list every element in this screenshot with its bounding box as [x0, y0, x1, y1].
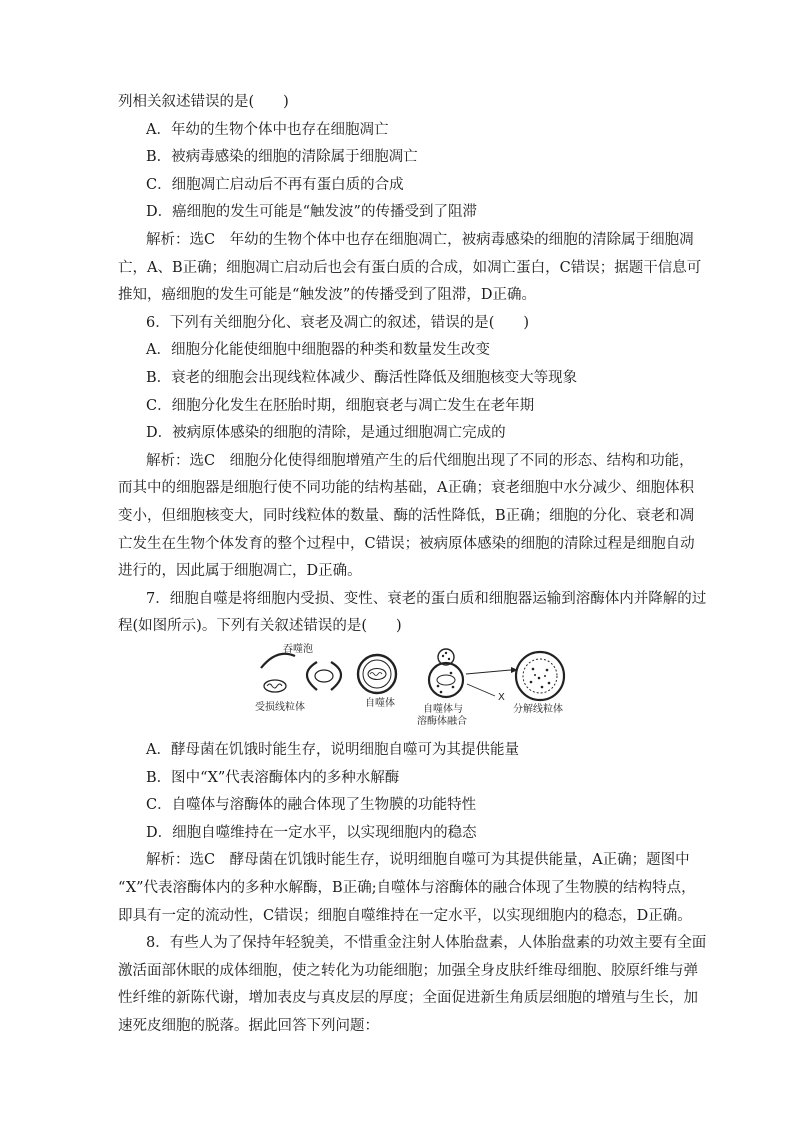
- text-line: 亡，A、B正确；细胞凋亡启动后也会有蛋白质的合成，如凋亡蛋白，C错误；据题干信息可: [118, 259, 702, 276]
- text-line: 7．细胞自噬是将细胞内受损、变性、衰老的蛋白质和细胞器运输到溶酶体内并降解的过: [146, 590, 707, 607]
- text-line: D．被病原体感染的细胞的清除，是通过细胞凋亡完成的: [146, 425, 506, 442]
- text-line: C．自噬体与溶酶体的融合体现了生物膜的功能特性: [146, 797, 477, 814]
- text-line: 6．下列有关细胞分化、衰老及凋亡的叙述，错误的是( ): [146, 314, 530, 331]
- text-line: 速死皮细胞的脱落。据此回答下列问题：: [118, 1018, 379, 1034]
- autophagy-figure: [255, 640, 575, 726]
- label-x: X: [498, 692, 505, 703]
- text-line: B．衰老的细胞会出现线粒体减少、酶活性降低及细胞核变大等现象: [146, 370, 578, 386]
- label-fusion-line2: 溶酶体融合: [417, 716, 467, 726]
- text-line: “X”代表溶酶体内的多种水解酶，B正确;自噬体与溶酶体的融合体现了生物膜的结构特点，: [118, 880, 696, 896]
- autophagy-diagram: [255, 640, 575, 726]
- text-line: 即具有一定的流动性，C错误；细胞自噬维持在一定水平，以实现细胞内的稳态，D正确。: [118, 907, 692, 924]
- text-line: A．酵母菌在饥饿时能生存，说明细胞自噬可为其提供能量: [146, 742, 519, 758]
- text-line: B．图中“X”代表溶酶体内的多种水解酶: [146, 769, 400, 786]
- engulfed-mitochondrion-icon: [315, 670, 333, 682]
- label-damaged-mitochondrion: 受损线粒体: [255, 702, 305, 713]
- text-line: A．年幼的生物个体中也存在细胞凋亡: [146, 121, 389, 138]
- label-phagophore: 吞噬泡: [283, 644, 313, 655]
- text-line: 程(如图所示)。下列有关叙述错误的是( ): [118, 618, 402, 635]
- text-line: C．细胞凋亡启动后不再有蛋白质的合成: [146, 176, 404, 193]
- text-line: 解析：选C 年幼的生物个体中也存在细胞凋亡，被病毒感染的细胞的清除属于细胞凋: [146, 232, 694, 248]
- text-line: 进行的，因此属于细胞凋亡，D正确。: [118, 563, 362, 580]
- text-line: 亡发生在生物个体发育的整个过程中，C错误；被病原体感染的细胞的清除过程是细胞自动: [118, 535, 695, 552]
- text-line: D．细胞自噬维持在一定水平，以实现细胞内的稳态: [146, 824, 477, 841]
- text-line: 推知，癌细胞的发生可能是“触发波”的传播受到了阻滞，D正确。: [118, 287, 536, 304]
- label-autophagosome: 自噬体: [365, 698, 395, 709]
- text-line: C．细胞分化发生在胚胎时期，细胞衰老与凋亡发生在老年期: [146, 397, 535, 414]
- label-fusion-line1: 自噬体与: [423, 704, 463, 715]
- fusion-cell-icon: [429, 663, 463, 697]
- x-pointer-line: [467, 684, 495, 696]
- text-line: 解析：选C 细胞分化使得细胞增殖产生的后代细胞出现了不同的形态、结构和功能，: [146, 452, 694, 469]
- arrow-to-decomposition: [466, 670, 511, 674]
- text-line: 性纤维的新陈代谢，增加表皮与真皮层的厚度；全面促进新生角质层细胞的增殖与生长，加: [118, 990, 698, 1007]
- text-line: A．细胞分化能使细胞中细胞器的种类和数量发生改变: [146, 342, 490, 359]
- text-line: 8．有些人为了保持年轻貌美，不惜重金注射人体胎盘素，人体胎盘素的功效主要有全面: [146, 935, 707, 952]
- phagophore-arc: [261, 654, 295, 668]
- text-line: B．被病毒感染的细胞的清除属于细胞凋亡: [146, 149, 418, 166]
- text-line: 解析：选C 酵母菌在饥饿时能生存，说明细胞自噬可为其提供能量，A正确；题图中: [146, 852, 690, 869]
- text-line: 变小，但细胞核变大，同时线粒体的数量、酶的活性降低，B正确；细胞的分化、衰老和凋: [118, 508, 695, 524]
- text-line: 而其中的细胞器是细胞行使不同功能的结构基础，A正确；衰老细胞中水分减少、细胞体积: [118, 480, 694, 497]
- text-line: 激活面部休眠的成体细胞，使之转化为功能细胞；加强全身皮肤纤维母细胞、胶原纤维与弹: [118, 962, 698, 979]
- label-decomposed-mitochondrion: 分解线粒体: [513, 704, 563, 715]
- autophagosome-icon: [358, 655, 396, 693]
- text-line: 列相关叙述错误的是( ): [118, 94, 289, 110]
- text-line: D．癌细胞的发生可能是“触发波”的传播受到了阻滞: [146, 204, 477, 221]
